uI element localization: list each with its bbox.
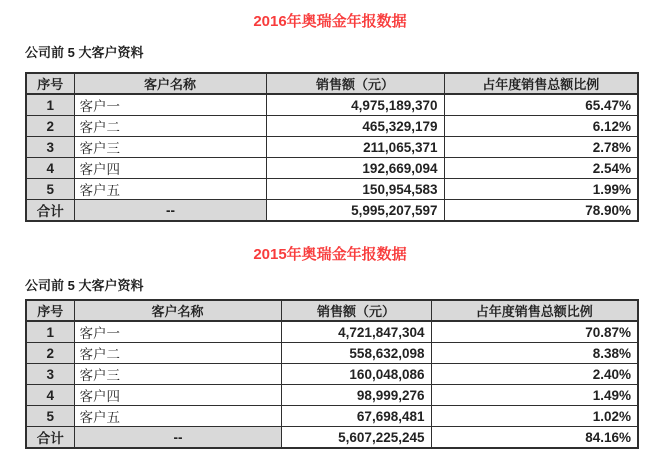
section-title-2016: 2016年奥瑞金年报数据 — [253, 13, 407, 30]
col-header-customer-name: 客户名称 — [74, 73, 266, 94]
top5-customers-table-2016 — [25, 72, 639, 222]
cell-total-ratio: 78.90% — [444, 200, 638, 222]
col-header-sales-ratio: 占年度销售总额比例 — [444, 73, 638, 94]
cell-index: 3 — [26, 137, 74, 158]
cell-sales-ratio: 2.54% — [444, 158, 638, 179]
table-row — [26, 116, 638, 137]
cell-index: 4 — [26, 385, 74, 406]
cell-total-ratio: 84.16% — [431, 427, 638, 449]
cell-total-label: 合计 — [26, 427, 74, 449]
cell-index: 2 — [26, 116, 74, 137]
subtitle-top5-customers-2016: 公司前 5 大客户资料 — [25, 45, 144, 60]
table-row — [26, 179, 638, 200]
cell-sales-ratio: 70.87% — [431, 321, 638, 343]
cell-customer-name: 客户三 — [74, 137, 266, 158]
col-header-sales-amount: 销售额（元） — [266, 73, 444, 94]
cell-sales-amount: 465,329,179 — [266, 116, 444, 137]
cell-total-sales: 5,607,225,245 — [281, 427, 431, 449]
total-row — [26, 427, 638, 449]
cell-index: 5 — [26, 179, 74, 200]
table-row — [26, 158, 638, 179]
cell-index: 1 — [26, 94, 74, 116]
cell-sales-ratio: 2.40% — [431, 364, 638, 385]
subtitle-top5-customers-2015: 公司前 5 大客户资料 — [25, 278, 144, 293]
cell-customer-name: 客户五 — [74, 406, 281, 427]
cell-customer-name: 客户二 — [74, 343, 281, 364]
cell-total-name: -- — [74, 200, 266, 222]
cell-customer-name: 客户五 — [74, 179, 266, 200]
cell-sales-amount: 160,048,086 — [281, 364, 431, 385]
top5-customers-table-2015 — [25, 299, 639, 449]
cell-total-sales: 5,995,207,597 — [266, 200, 444, 222]
table-row — [26, 343, 638, 364]
cell-sales-ratio: 8.38% — [431, 343, 638, 364]
cell-customer-name: 客户一 — [74, 321, 281, 343]
section-title-2015: 2015年奥瑞金年报数据 — [253, 246, 407, 263]
table-row — [26, 385, 638, 406]
cell-sales-ratio: 6.12% — [444, 116, 638, 137]
cell-sales-amount: 4,721,847,304 — [281, 321, 431, 343]
cell-sales-amount: 211,065,371 — [266, 137, 444, 158]
cell-sales-amount: 558,632,098 — [281, 343, 431, 364]
cell-customer-name: 客户三 — [74, 364, 281, 385]
cell-sales-ratio: 2.78% — [444, 137, 638, 158]
cell-customer-name: 客户二 — [74, 116, 266, 137]
cell-sales-amount: 192,669,094 — [266, 158, 444, 179]
cell-sales-amount: 4,975,189,370 — [266, 94, 444, 116]
cell-sales-ratio: 1.49% — [431, 385, 638, 406]
cell-index: 5 — [26, 406, 74, 427]
table-row — [26, 137, 638, 158]
col-header-index: 序号 — [26, 73, 74, 94]
cell-index: 4 — [26, 158, 74, 179]
cell-sales-amount: 98,999,276 — [281, 385, 431, 406]
cell-sales-amount: 67,698,481 — [281, 406, 431, 427]
table-row — [26, 94, 638, 116]
cell-total-name: -- — [74, 427, 281, 449]
cell-total-label: 合计 — [26, 200, 74, 222]
table-row — [26, 364, 638, 385]
cell-customer-name: 客户四 — [74, 385, 281, 406]
header-row — [26, 73, 638, 94]
cell-sales-amount: 150,954,583 — [266, 179, 444, 200]
cell-customer-name: 客户一 — [74, 94, 266, 116]
cell-sales-ratio: 65.47% — [444, 94, 638, 116]
cell-index: 2 — [26, 343, 74, 364]
cell-index: 3 — [26, 364, 74, 385]
col-header-index: 序号 — [26, 300, 74, 321]
cell-sales-ratio: 1.02% — [431, 406, 638, 427]
table-row — [26, 406, 638, 427]
total-row — [26, 200, 638, 222]
table-row — [26, 321, 638, 343]
header-row — [26, 300, 638, 321]
cell-customer-name: 客户四 — [74, 158, 266, 179]
col-header-sales-ratio: 占年度销售总额比例 — [431, 300, 638, 321]
col-header-customer-name: 客户名称 — [74, 300, 281, 321]
col-header-sales-amount: 销售额（元） — [281, 300, 431, 321]
cell-sales-ratio: 1.99% — [444, 179, 638, 200]
page — [0, 14, 660, 449]
cell-index: 1 — [26, 321, 74, 343]
